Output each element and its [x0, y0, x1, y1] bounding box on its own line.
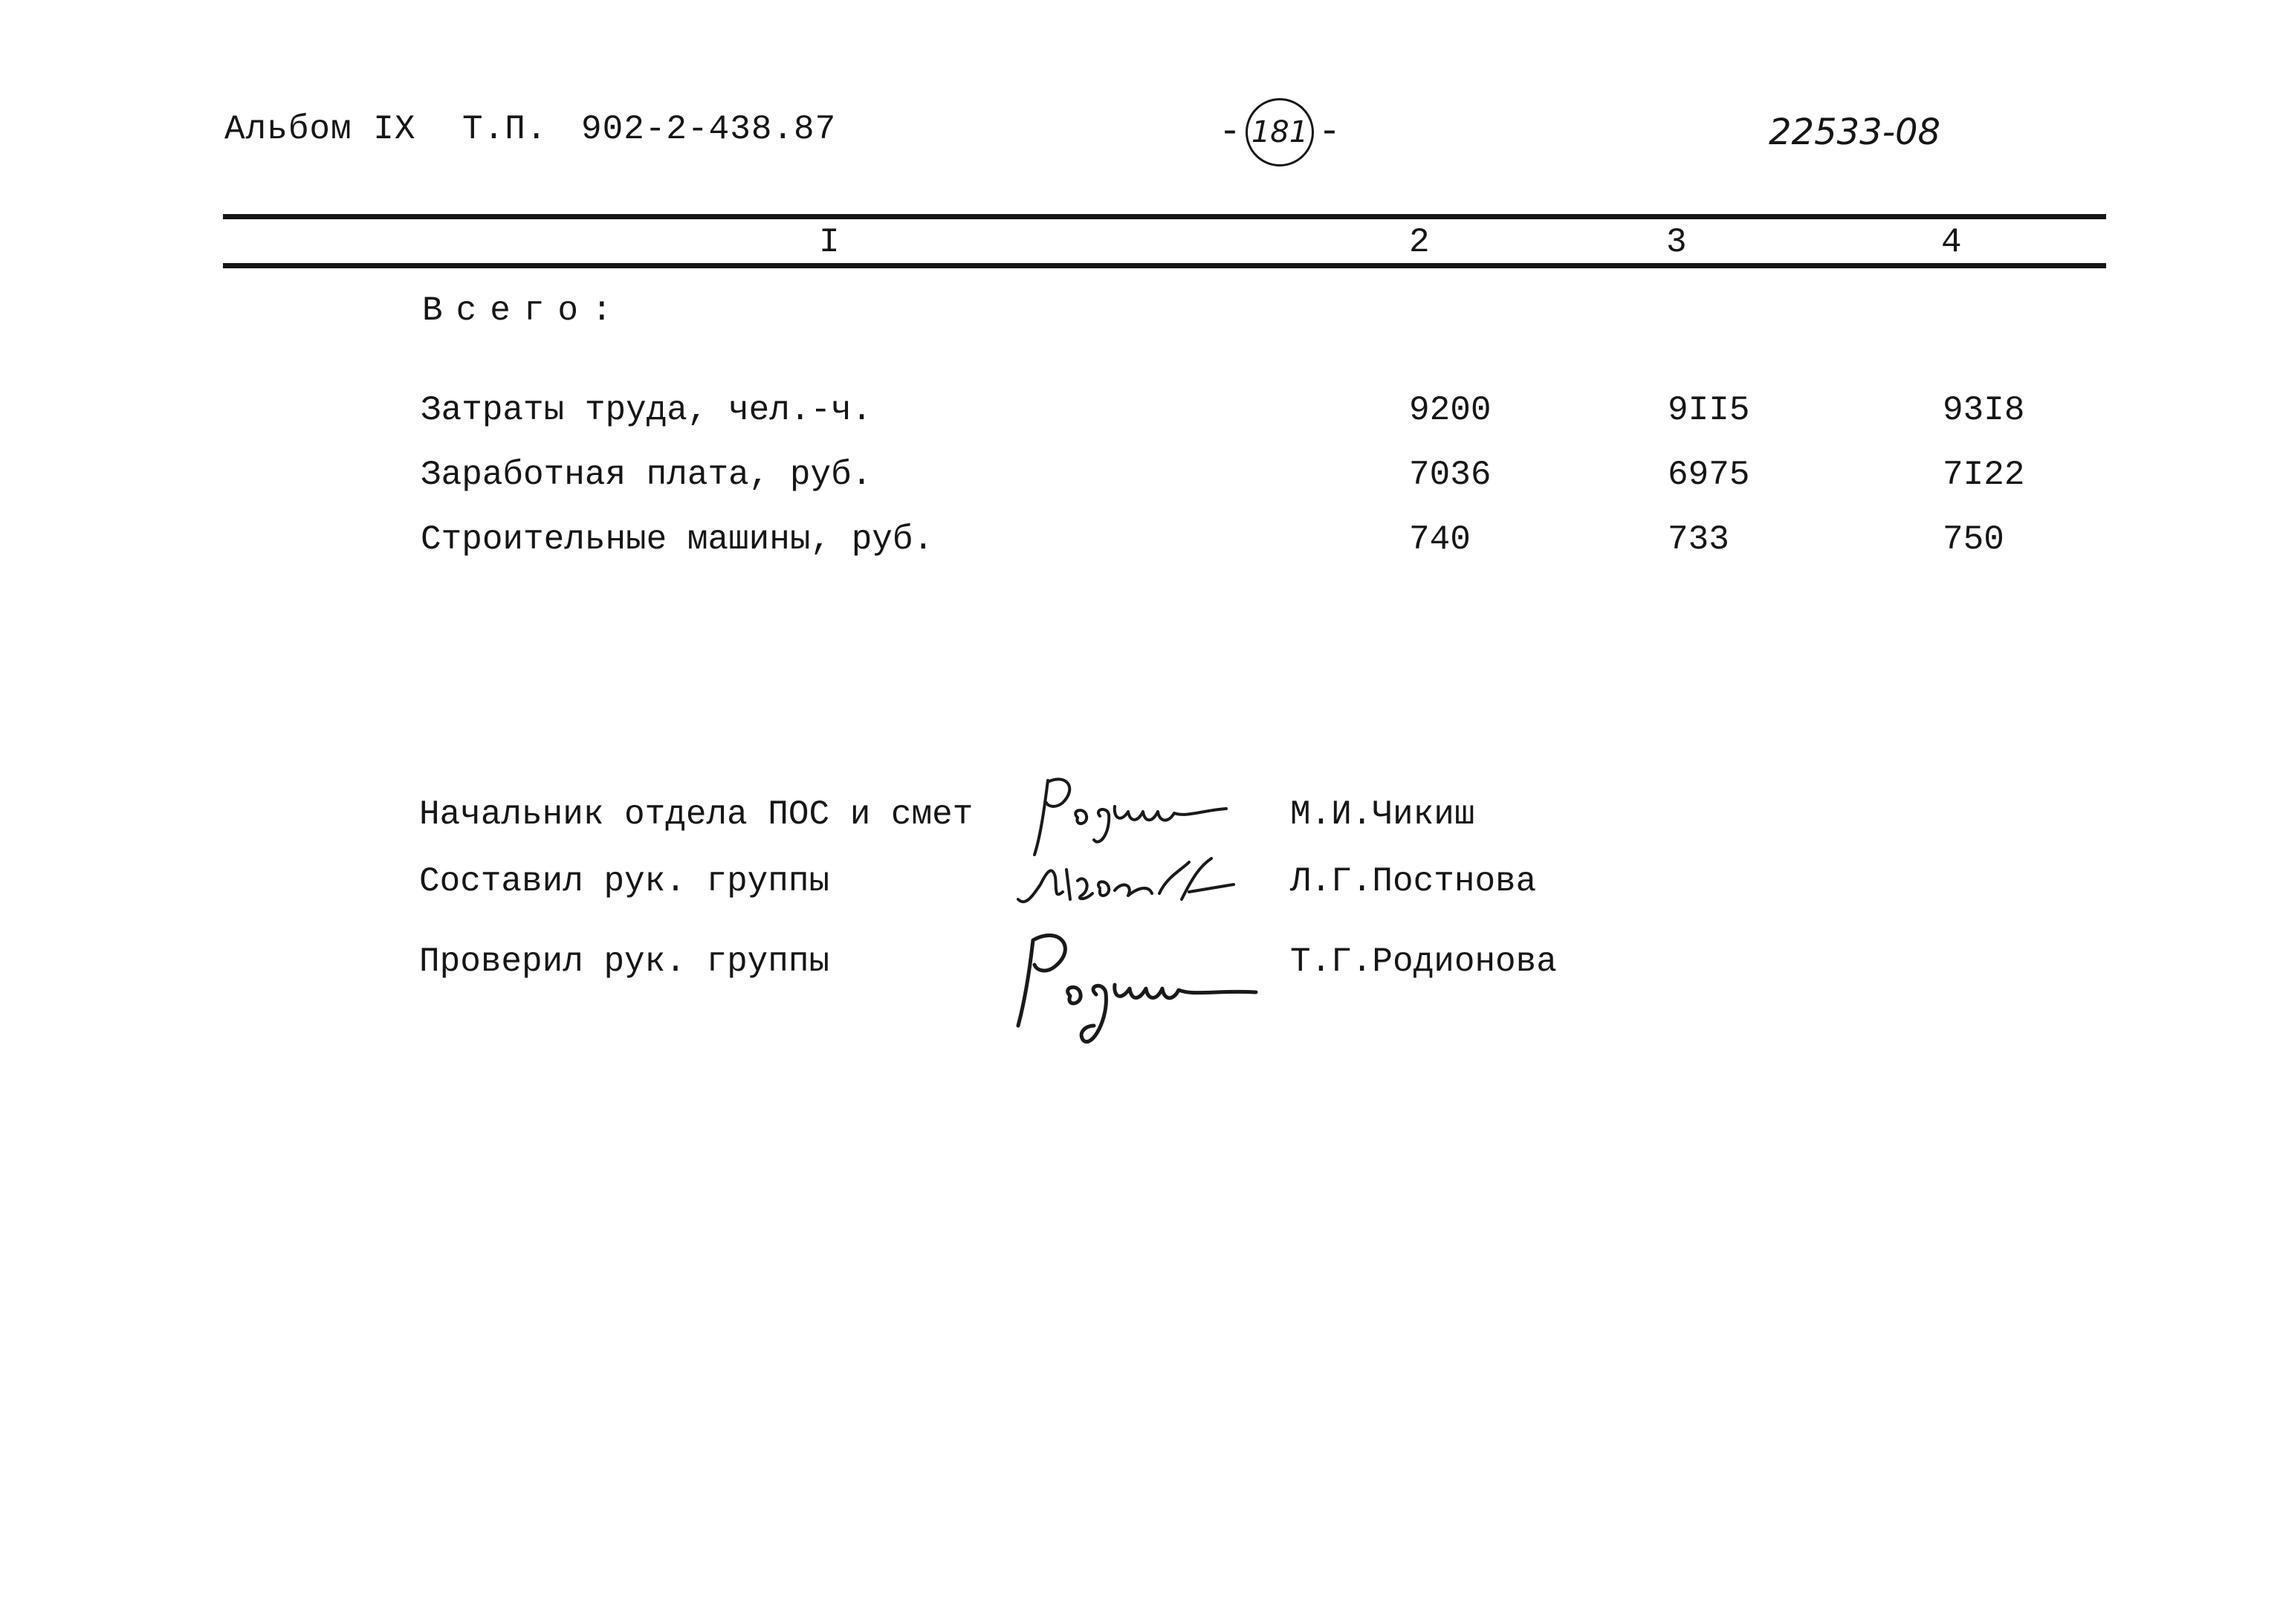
project-number: 902-2-438.87	[581, 110, 837, 149]
dash-right: -	[1318, 111, 1341, 154]
column-header-4: 4	[1941, 223, 1962, 262]
tp-label: Т.П.	[462, 110, 548, 149]
table-cell: 733	[1668, 520, 1729, 559]
page-number: 181	[1251, 115, 1309, 149]
table-cell: 9II5	[1668, 391, 1750, 430]
table-cell: 7036	[1409, 456, 1492, 494]
signature-3	[1011, 922, 1278, 1055]
row-label-machines: Строительные машины, руб.	[421, 520, 934, 559]
dash-left: -	[1219, 111, 1242, 154]
column-header-3: 3	[1666, 223, 1687, 262]
table-cell: 93I8	[1943, 391, 2025, 430]
signer-name-head: М.И.Чикиш	[1290, 795, 1475, 834]
table-header-rule	[223, 263, 2106, 268]
table-cell: 750	[1943, 520, 2004, 559]
table-top-rule	[223, 214, 2106, 219]
document-code: 22533-08	[1769, 111, 1941, 153]
signature-2	[1011, 847, 1256, 929]
signer-role-compiled: Составил рук. группы	[419, 862, 830, 901]
column-header-1: I	[819, 223, 840, 262]
signer-role-checked: Проверил рук. группы	[419, 942, 830, 981]
page-number-circle	[1246, 98, 1314, 166]
page-number-block	[1219, 97, 1341, 168]
row-label-wages: Заработная плата, руб.	[421, 456, 872, 494]
column-header-2: 2	[1409, 223, 1430, 262]
table-cell: 9200	[1409, 391, 1492, 430]
signer-name-compiled: Л.Г.Постнова	[1290, 862, 1537, 901]
row-label-labor: Затраты труда, чел.-ч.	[421, 391, 872, 430]
table-cell: 7I22	[1943, 456, 2025, 494]
total-label: Всего:	[422, 291, 626, 330]
table-cell: 6975	[1668, 456, 1750, 494]
signer-role-head: Начальник отдела ПОС и смет	[419, 795, 974, 834]
album-label: Альбом IX	[224, 110, 416, 149]
signer-name-checked: Т.Г.Родионова	[1290, 942, 1557, 981]
table-cell: 740	[1409, 520, 1471, 559]
